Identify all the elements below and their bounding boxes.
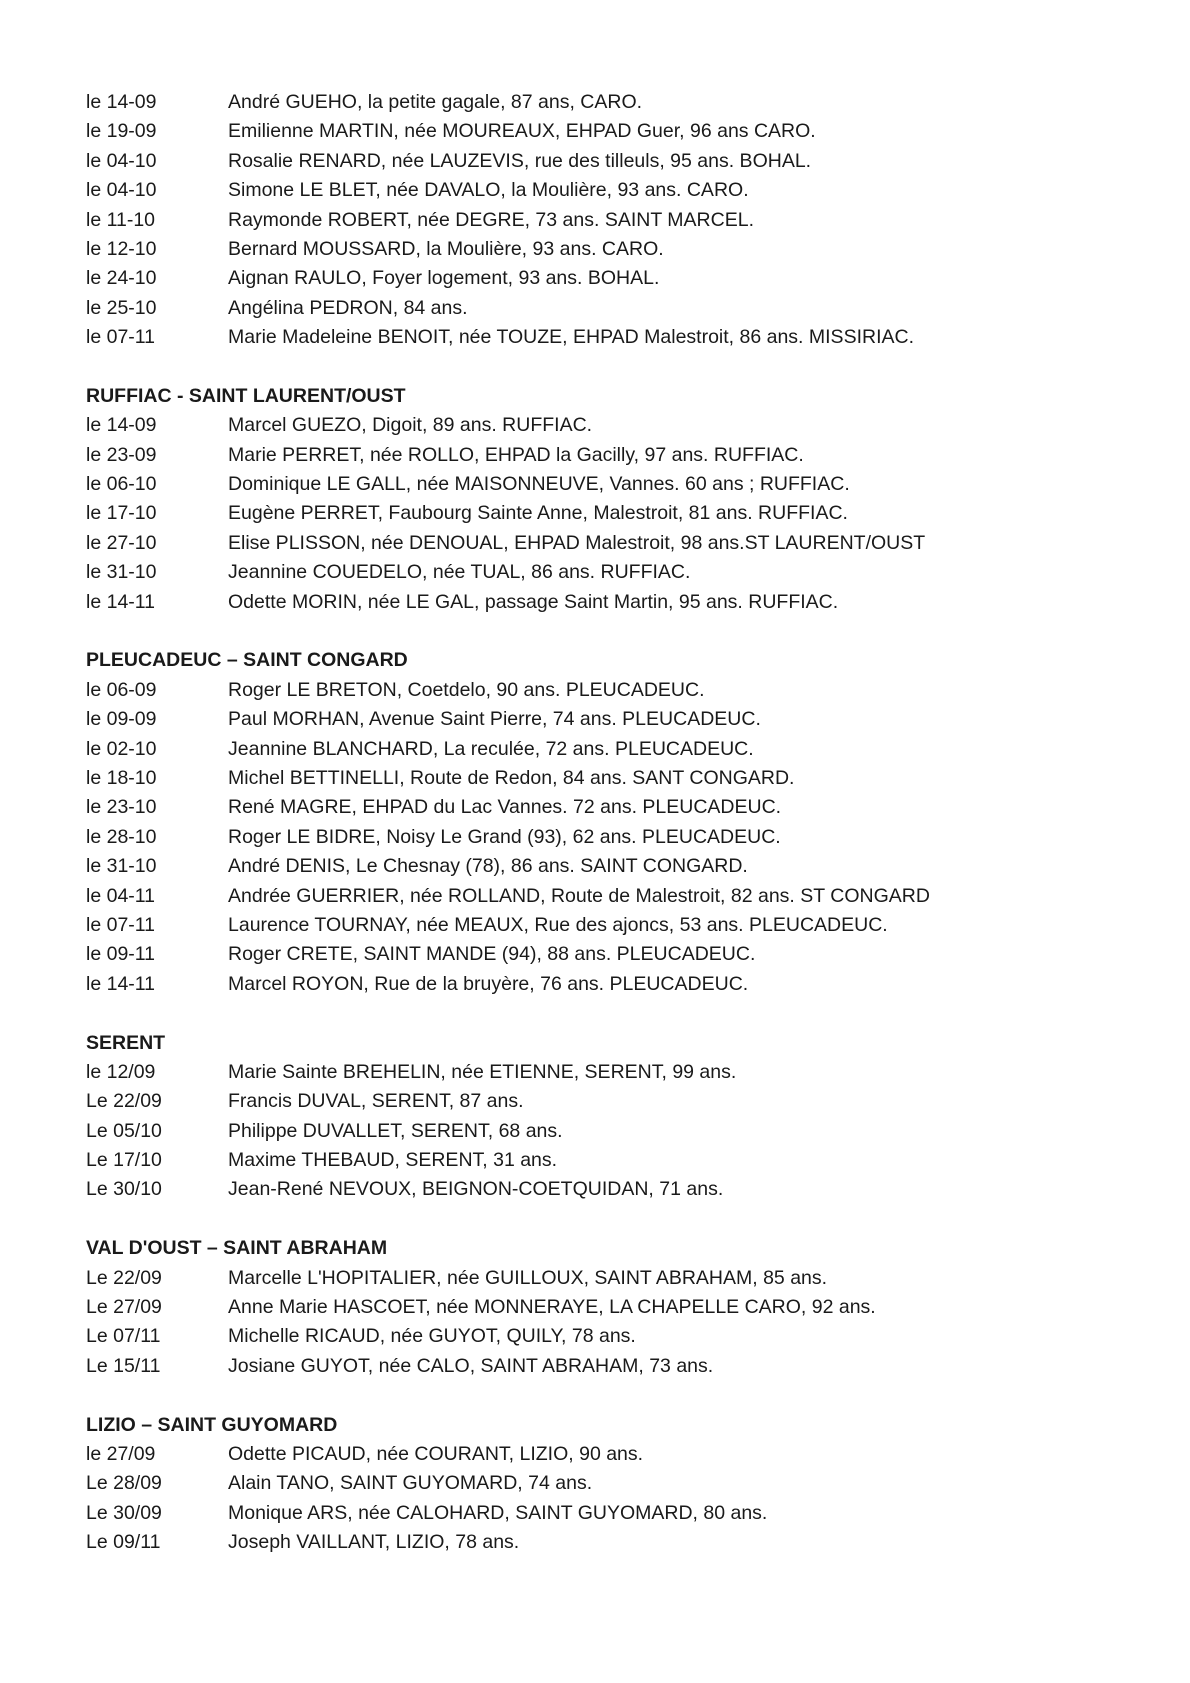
entry-text: Laurence TOURNAY, née MEAUX, Rue des ajoncs, 53 ans. PLEUCADEUC.: [228, 913, 888, 936]
entry-date: le 04-10: [86, 149, 157, 172]
entry-row: [86, 1499, 1146, 1528]
entry-date: le 23-09: [86, 443, 157, 466]
entry-date: le 14-09: [86, 414, 157, 437]
entry-date: Le 09/11: [86, 1531, 161, 1554]
entry-row: [86, 323, 1146, 352]
entry-row: [86, 264, 1146, 293]
entry-date: le 14-11: [86, 590, 156, 613]
entry-text: Michelle RICAUD, née GUYOT, QUILY, 78 ans.: [228, 1325, 636, 1348]
entry-text: Eugène PERRET, Faubourg Sainte Anne, Malestroit, 81 ans. RUFFIAC.: [228, 502, 848, 525]
entry-row: [86, 206, 1146, 235]
entry-date: le 09-11: [86, 943, 156, 966]
entry-row: [86, 970, 1146, 999]
entry-row: [86, 1087, 1146, 1116]
entry-date: le 14-11: [86, 972, 156, 995]
section-ruffiac: [86, 382, 1146, 617]
section-heading: PLEUCADEUC – SAINT CONGARD: [86, 649, 408, 672]
entry-date: le 19-09: [86, 120, 157, 143]
entry-text: Angélina PEDRON, 84 ans.: [228, 296, 468, 319]
entry-text: André GUEHO, la petite gagale, 87 ans, CARO.: [228, 91, 643, 113]
entry-text: Simone LE BLET, née DAVALO, la Moulière, 93 ans. CARO.: [228, 179, 749, 202]
entry-text: Andrée GUERRIER, née ROLLAND, Route de Malestroit, 82 ans. ST CONGARD: [228, 884, 930, 907]
entry-row: [86, 1469, 1146, 1498]
entry-row: [86, 1528, 1146, 1557]
entry-row: [86, 499, 1146, 528]
entry-row: [86, 235, 1146, 264]
entry-row: [86, 1352, 1146, 1381]
entry-date: Le 30/10: [86, 1178, 162, 1201]
entry-date: le 12/09: [86, 1060, 156, 1083]
entry-row: [86, 940, 1146, 969]
entry-text: Raymonde ROBERT, née DEGRE, 73 ans. SAINT MARCEL.: [228, 208, 754, 231]
entry-row: [86, 529, 1146, 558]
entry-date: le 25-10: [86, 296, 157, 319]
entry-date: Le 27/09: [86, 1296, 162, 1319]
entry-text: Maxime THEBAUD, SERENT, 31 ans.: [228, 1149, 558, 1172]
entry-row: [86, 411, 1146, 440]
entry-row: [86, 1293, 1146, 1322]
entry-row: [86, 1264, 1146, 1293]
entry-date: Le 30/09: [86, 1501, 162, 1524]
entry-row: [86, 764, 1146, 793]
entry-row: [86, 558, 1146, 587]
entry-date: le 24-10: [86, 267, 157, 290]
entry-row: [86, 147, 1146, 176]
entry-text: Odette PICAUD, née COURANT, LIZIO, 90 ans.: [228, 1442, 644, 1465]
entry-date: le 02-10: [86, 737, 157, 760]
entry-date: le 06-10: [86, 473, 157, 496]
entry-text: Anne Marie HASCOET, née MONNERAYE, LA CHAPELLE CARO, 92 ans.: [228, 1296, 876, 1319]
entry-date: Le 05/10: [86, 1119, 162, 1142]
entry-date: le 17-10: [86, 502, 157, 525]
entry-date: le 12-10: [86, 237, 157, 260]
entry-text: Aignan RAULO, Foyer logement, 93 ans. BOHAL.: [228, 267, 660, 290]
entry-date: Le 17/10: [86, 1149, 162, 1172]
section-serent: [86, 1029, 1146, 1205]
entry-text: Monique ARS, née CALOHARD, SAINT GUYOMARD, 80 ans.: [228, 1501, 768, 1524]
section-heading: VAL D'OUST – SAINT ABRAHAM: [86, 1237, 388, 1260]
section-heading: RUFFIAC - SAINT LAURENT/OUST: [86, 384, 406, 407]
entry-date: le 18-10: [86, 766, 157, 789]
entry-date: le 27/09: [86, 1442, 156, 1465]
entry-row: [86, 1058, 1146, 1087]
section-caro-continuation: [86, 88, 1146, 353]
entry-row: [86, 588, 1146, 617]
entry-row: [86, 176, 1146, 205]
entry-row: [86, 1146, 1146, 1175]
entry-text: Marie PERRET, née ROLLO, EHPAD la Gacilly, 97 ans. RUFFIAC.: [228, 443, 804, 466]
entry-row: [86, 911, 1146, 940]
entry-text: Francis DUVAL, SERENT, 87 ans.: [228, 1090, 524, 1113]
entry-text: Roger CRETE, SAINT MANDE (94), 88 ans. PLEUCADEUC.: [228, 943, 756, 966]
entry-row: [86, 1175, 1146, 1204]
document-page: [86, 88, 1146, 1558]
entry-row: [86, 705, 1146, 734]
entry-row: [86, 88, 1146, 117]
entry-text: Roger LE BRETON, Coetdelo, 90 ans. PLEUCADEUC.: [228, 678, 705, 701]
entry-text: Bernard MOUSSARD, la Moulière, 93 ans. CARO.: [228, 237, 664, 260]
entry-date: le 06-09: [86, 678, 157, 701]
entry-date: le 27-10: [86, 531, 157, 554]
entry-text: Roger LE BIDRE, Noisy Le Grand (93), 62 ans. PLEUCADEUC.: [228, 825, 781, 848]
entry-date: le 07-11: [86, 326, 156, 349]
entry-text: Marcelle L'HOPITALIER, née GUILLOUX, SAINT ABRAHAM, 85 ans.: [228, 1266, 828, 1289]
entry-text: Philippe DUVALLET, SERENT, 68 ans.: [228, 1119, 563, 1142]
entry-text: Rosalie RENARD, née LAUZEVIS, rue des tilleuls, 95 ans. BOHAL.: [228, 149, 812, 172]
entry-row: [86, 441, 1146, 470]
entry-date: le 07-11: [86, 913, 156, 936]
entry-row: [86, 676, 1146, 705]
entry-row: [86, 117, 1146, 146]
entry-text: Elise PLISSON, née DENOUAL, EHPAD Malestroit, 98 ans.ST LAURENT/OUST: [228, 531, 926, 554]
entry-row: [86, 793, 1146, 822]
entry-row: [86, 470, 1146, 499]
entry-date: le 31-10: [86, 855, 157, 878]
entry-text: René MAGRE, EHPAD du Lac Vannes. 72 ans. PLEUCADEUC.: [228, 796, 782, 819]
entry-text: Michel BETTINELLI, Route de Redon, 84 ans. SANT CONGARD.: [228, 766, 795, 789]
entry-row: [86, 735, 1146, 764]
entry-text: Alain TANO, SAINT GUYOMARD, 74 ans.: [228, 1472, 593, 1495]
section-heading: LIZIO – SAINT GUYOMARD: [86, 1413, 338, 1436]
entry-text: Jeannine BLANCHARD, La reculée, 72 ans. PLEUCADEUC.: [228, 737, 754, 760]
entry-text: Jean-René NEVOUX, BEIGNON-COETQUIDAN, 71 ans.: [228, 1178, 724, 1201]
section-pleucadeuc: [86, 646, 1146, 999]
entry-text: Odette MORIN, née LE GAL, passage Saint Martin, 95 ans. RUFFIAC.: [228, 590, 839, 613]
entry-row: [86, 823, 1146, 852]
entry-row: [86, 1322, 1146, 1351]
entry-text: Dominique LE GALL, née MAISONNEUVE, Vannes. 60 ans ; RUFFIAC.: [228, 473, 850, 496]
entry-text: Marie Madeleine BENOIT, née TOUZE, EHPAD Malestroit, 86 ans. MISSIRIAC.: [228, 326, 914, 349]
entry-date: Le 22/09: [86, 1266, 162, 1289]
entry-date: Le 07/11: [86, 1325, 161, 1348]
entry-date: Le 15/11: [86, 1354, 161, 1377]
entry-date: le 04-10: [86, 179, 157, 202]
entry-date: le 04-11: [86, 884, 156, 907]
entry-text: Joseph VAILLANT, LIZIO, 78 ans.: [228, 1531, 520, 1554]
entry-row: [86, 294, 1146, 323]
entry-row: [86, 852, 1146, 881]
entry-row: [86, 1117, 1146, 1146]
section-val-doust: [86, 1234, 1146, 1381]
entry-text: André DENIS, Le Chesnay (78), 86 ans. SAINT CONGARD.: [228, 855, 748, 878]
entry-text: Marcel ROYON, Rue de la bruyère, 76 ans. PLEUCADEUC.: [228, 972, 749, 995]
entry-date: Le 28/09: [86, 1472, 162, 1495]
entry-row: [86, 1440, 1146, 1469]
entry-text: Josiane GUYOT, née CALO, SAINT ABRAHAM, 73 ans.: [228, 1354, 714, 1377]
entry-text: Marcel GUEZO, Digoit, 89 ans. RUFFIAC.: [228, 414, 593, 437]
entry-date: le 09-09: [86, 708, 157, 731]
entry-date: le 23-10: [86, 796, 157, 819]
entry-text: Paul MORHAN, Avenue Saint Pierre, 74 ans. PLEUCADEUC.: [228, 708, 761, 731]
entry-date: le 28-10: [86, 825, 157, 848]
section-heading: SERENT: [86, 1031, 166, 1054]
entry-text: Emilienne MARTIN, née MOUREAUX, EHPAD Guer, 96 ans CARO.: [228, 120, 816, 143]
entry-date: le 31-10: [86, 561, 157, 584]
section-lizio: [86, 1411, 1146, 1558]
entry-text: Marie Sainte BREHELIN, née ETIENNE, SERENT, 99 ans.: [228, 1060, 737, 1083]
entry-date: le 11-10: [86, 208, 156, 231]
entry-date: le 14-09: [86, 91, 157, 113]
entry-date: Le 22/09: [86, 1090, 162, 1113]
entry-row: [86, 882, 1146, 911]
entry-text: Jeannine COUEDELO, née TUAL, 86 ans. RUFFIAC.: [228, 561, 691, 584]
